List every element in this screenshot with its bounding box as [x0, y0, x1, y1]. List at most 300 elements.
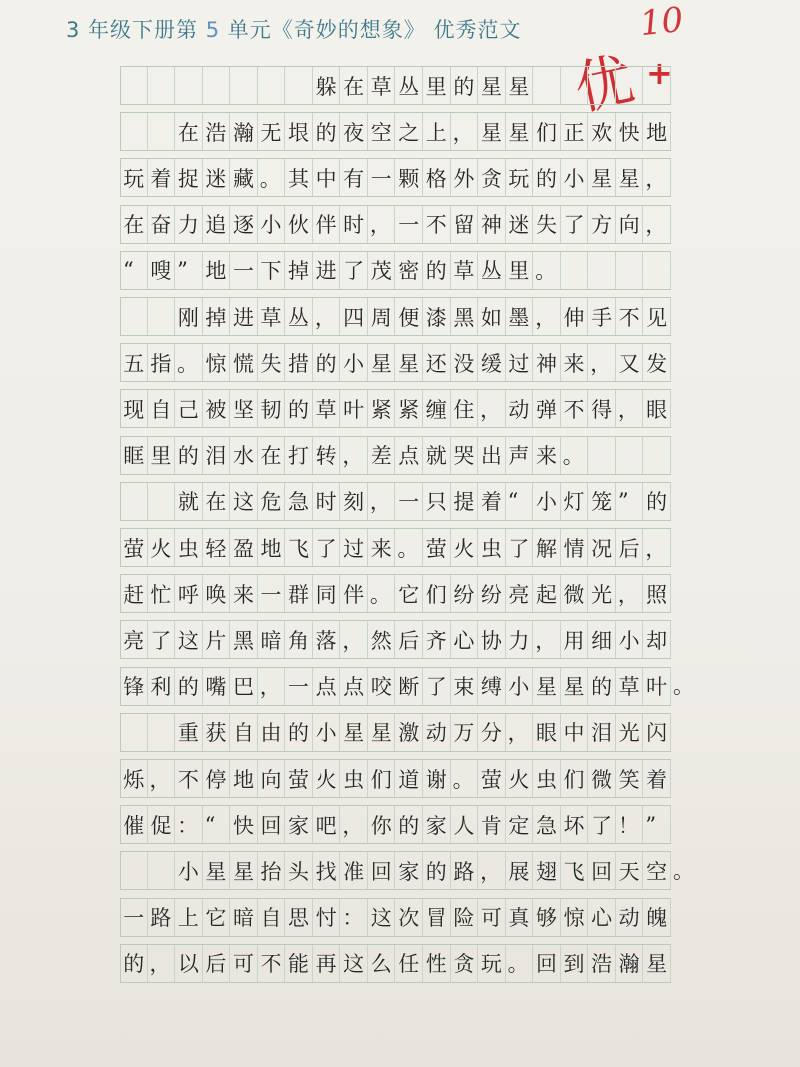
grid-cell: 自 [258, 899, 286, 936]
grid-cell: 被 [203, 390, 231, 427]
grid-cell: 萤 [423, 529, 451, 566]
grid-cell: 星 [561, 668, 589, 705]
grid-cell: 黑 [451, 298, 479, 335]
grid-cell: 微 [561, 575, 589, 612]
grid-cell [643, 67, 671, 104]
heading-suffix: 优秀范文 [433, 18, 522, 42]
grid-cell: 就 [175, 483, 203, 520]
essay-text-row [120, 343, 671, 382]
grid-cell: 声 [506, 437, 534, 474]
grid-cell [120, 113, 148, 150]
essay-text-row [120, 251, 671, 290]
grid-cell: 浩 [203, 113, 231, 150]
grid-cell [148, 714, 176, 751]
grid-cell: 里 [506, 252, 534, 289]
grid-cell: 黑 [230, 621, 258, 658]
grid-cell: 的 [423, 252, 451, 289]
essay-grid-paper [120, 66, 694, 990]
grid-cell: 叶 [643, 668, 671, 705]
grid-cell: ， [148, 760, 176, 797]
grid-cell: 躲 [313, 67, 341, 104]
grid-cell: 再 [313, 945, 341, 982]
grid-cell: 锋 [120, 668, 148, 705]
grid-cell: 一 [395, 206, 423, 243]
grid-cell: 缓 [478, 344, 506, 381]
grid-cell: 没 [451, 344, 479, 381]
grid-cell: 家 [423, 806, 451, 843]
grid-cell: 进 [313, 252, 341, 289]
grid-cell: 墨 [506, 298, 534, 335]
grid-cell: 闪 [643, 714, 671, 751]
grid-cell: 便 [395, 298, 423, 335]
grid-cell: ： [175, 806, 203, 843]
grid-cell: ， [478, 852, 506, 889]
grid-cell: 一 [120, 899, 148, 936]
grid-cell: 萤 [120, 529, 148, 566]
grid-cell: 方 [588, 206, 616, 243]
grid-cell: 咬 [368, 668, 396, 705]
grid-cell: 的 [395, 806, 423, 843]
grid-cell: 嗖 [148, 252, 176, 289]
grid-cell: 定 [506, 806, 534, 843]
essay-text-row [120, 898, 671, 937]
grid-cell: ， [533, 621, 561, 658]
grid-cell: 笑 [616, 760, 644, 797]
grid-cell: ， [340, 806, 368, 843]
grid-cell: 星 [340, 714, 368, 751]
essay-text-row [120, 805, 671, 844]
essay-text-row [120, 759, 671, 798]
grid-cell: 小 [533, 483, 561, 520]
grid-cell: 玩 [120, 159, 148, 196]
grid-cell: “ [120, 252, 148, 289]
grid-cell: 角 [285, 621, 313, 658]
grid-cell: 失 [258, 344, 286, 381]
teacher-plus-mark: + [646, 54, 673, 92]
grid-cell: 迷 [506, 206, 534, 243]
grid-cell: ， [258, 668, 286, 705]
margin-overflow-text: 。 [673, 858, 694, 883]
essay-text-row [120, 436, 671, 475]
grid-cell: 紧 [368, 390, 396, 427]
grid-cell: 了 [506, 529, 534, 566]
grid-cell: 来 [533, 437, 561, 474]
essay-text-row [120, 713, 671, 752]
grid-cell: 地 [258, 529, 286, 566]
grid-cell: 向 [616, 206, 644, 243]
grid-cell: 提 [451, 483, 479, 520]
grid-cell: 它 [395, 575, 423, 612]
grid-cell: 地 [643, 113, 671, 150]
grid-cell: 指 [148, 344, 176, 381]
grid-cell: 的 [175, 668, 203, 705]
grid-cell: 的 [533, 159, 561, 196]
grid-cell: 四 [340, 298, 368, 335]
grid-cell: 还 [423, 344, 451, 381]
grid-cell: 之 [395, 113, 423, 150]
grid-cell: 回 [258, 806, 286, 843]
grid-cell: 火 [451, 529, 479, 566]
grid-cell: 草 [616, 668, 644, 705]
grid-cell: 里 [148, 437, 176, 474]
grid-cell: 了 [313, 529, 341, 566]
grid-cell: 来 [230, 575, 258, 612]
grid-cell: 虫 [175, 529, 203, 566]
grid-cell: 的 [588, 668, 616, 705]
grid-cell: ” [175, 252, 203, 289]
grid-cell: 五 [120, 344, 148, 381]
grid-cell: 飞 [561, 852, 589, 889]
grid-cell: 了 [148, 621, 176, 658]
grid-cell: 。 [175, 344, 203, 381]
grid-cell: 得 [588, 390, 616, 427]
grid-cell: 中 [313, 159, 341, 196]
grid-cell: 以 [175, 945, 203, 982]
grid-cell: 纷 [451, 575, 479, 612]
grid-cell: 一 [258, 575, 286, 612]
grid-cell: 其 [285, 159, 313, 196]
grid-cell: ， [340, 621, 368, 658]
grid-cell: 丛 [395, 67, 423, 104]
grid-cell: 了 [561, 206, 589, 243]
grid-cell: 找 [313, 852, 341, 889]
grid-cell: 坏 [561, 806, 589, 843]
grid-cell: 奋 [148, 206, 176, 243]
grid-cell: 现 [120, 390, 148, 427]
grid-cell: 后 [616, 529, 644, 566]
grid-cell: ” [616, 483, 644, 520]
grid-cell: 了 [423, 668, 451, 705]
grid-cell: 急 [533, 806, 561, 843]
grid-cell: 的 [643, 483, 671, 520]
grid-cell: 一 [368, 159, 396, 196]
grid-cell: 齐 [423, 621, 451, 658]
grid-cell: 吧 [313, 806, 341, 843]
grid-cell: 外 [451, 159, 479, 196]
grid-cell: 韧 [258, 390, 286, 427]
grid-cell: 浩 [588, 945, 616, 982]
grid-cell [561, 67, 589, 104]
teacher-score: 10 [638, 0, 686, 45]
grid-cell: 重 [175, 714, 203, 751]
grid-cell: 危 [258, 483, 286, 520]
grid-cell: 火 [506, 760, 534, 797]
grid-cell [120, 483, 148, 520]
grid-cell: 星 [506, 113, 534, 150]
grid-cell: 却 [643, 621, 671, 658]
grid-cell: 差 [368, 437, 396, 474]
grid-cell: ， [643, 206, 671, 243]
grid-cell: 起 [533, 575, 561, 612]
grid-cell: 里 [423, 67, 451, 104]
grid-cell [258, 67, 286, 104]
grid-cell: 着 [643, 760, 671, 797]
grid-cell: ， [340, 437, 368, 474]
grid-cell: 缚 [478, 668, 506, 705]
grid-cell: 。 [258, 159, 286, 196]
grid-cell: 格 [423, 159, 451, 196]
grid-cell: 不 [561, 390, 589, 427]
grid-cell: 无 [258, 113, 286, 150]
grid-cell: 瀚 [230, 113, 258, 150]
grid-cell: ， [616, 390, 644, 427]
grid-cell: ， [506, 714, 534, 751]
grid-cell: 着 [148, 159, 176, 196]
grid-cell: 惊 [561, 899, 589, 936]
grid-cell: 可 [478, 899, 506, 936]
grid-cell: 这 [230, 483, 258, 520]
grid-cell: 们 [561, 760, 589, 797]
grid-cell: 就 [423, 437, 451, 474]
grid-cell [588, 67, 616, 104]
grid-cell: 不 [616, 298, 644, 335]
grid-cell: ： [340, 899, 368, 936]
grid-cell: 动 [506, 390, 534, 427]
grid-cell: 谢 [423, 760, 451, 797]
grid-cell: 的 [451, 67, 479, 104]
grid-cell: 。 [533, 252, 561, 289]
grid-cell: 中 [561, 714, 589, 751]
grid-cell: 星 [368, 344, 396, 381]
grid-cell: 紧 [395, 390, 423, 427]
grid-cell: 任 [395, 945, 423, 982]
grid-cell: 捉 [175, 159, 203, 196]
grid-cell: 出 [478, 437, 506, 474]
grid-cell: 周 [368, 298, 396, 335]
grid-cell: 空 [643, 852, 671, 889]
grid-cell: 家 [395, 852, 423, 889]
grid-cell: 魄 [643, 899, 671, 936]
essay-text-row [120, 667, 671, 706]
grid-cell: 然 [368, 621, 396, 658]
grid-cell: 逐 [230, 206, 258, 243]
grid-cell: 头 [285, 852, 313, 889]
grid-cell: 打 [285, 437, 313, 474]
grid-cell: 迷 [203, 159, 231, 196]
grid-cell: 激 [395, 714, 423, 751]
grid-cell: 利 [148, 668, 176, 705]
grid-cell [616, 437, 644, 474]
grid-cell: 追 [203, 206, 231, 243]
grid-cell: 时 [313, 483, 341, 520]
grid-cell: 力 [506, 621, 534, 658]
grid-cell: ， [148, 945, 176, 982]
grid-cell: 们 [368, 760, 396, 797]
grid-cell: 星 [643, 945, 671, 982]
grid-cell: 贪 [478, 159, 506, 196]
grid-cell: 飞 [285, 529, 313, 566]
grid-cell: 够 [533, 899, 561, 936]
grid-cell: 心 [588, 899, 616, 936]
grid-cell: 这 [340, 945, 368, 982]
grid-cell: 况 [588, 529, 616, 566]
grid-cell: 它 [203, 899, 231, 936]
grid-cell: 灯 [561, 483, 589, 520]
grid-cell: 快 [230, 806, 258, 843]
essay-text-row [120, 528, 671, 567]
grid-cell: 抬 [258, 852, 286, 889]
grid-cell: 星 [478, 67, 506, 104]
grid-cell: 性 [423, 945, 451, 982]
grid-cell: 的 [285, 390, 313, 427]
grid-cell: 动 [616, 899, 644, 936]
grid-cell: 星 [588, 159, 616, 196]
grid-cell: 路 [148, 899, 176, 936]
grid-cell: “ [203, 806, 231, 843]
grid-cell: 准 [340, 852, 368, 889]
grid-cell: 小 [616, 621, 644, 658]
grid-cell: 亮 [506, 575, 534, 612]
grid-cell [148, 852, 176, 889]
grid-cell: 真 [506, 899, 534, 936]
grid-cell: 解 [533, 529, 561, 566]
grid-cell: 冒 [423, 899, 451, 936]
grid-cell: 有 [340, 159, 368, 196]
grid-cell: 眼 [533, 714, 561, 751]
grid-cell: 弹 [533, 390, 561, 427]
grid-cell: 留 [451, 206, 479, 243]
grid-cell: 萤 [285, 760, 313, 797]
grid-cell [533, 67, 561, 104]
grid-cell [561, 252, 589, 289]
grid-cell: 手 [588, 298, 616, 335]
grid-cell: 虫 [478, 529, 506, 566]
grid-cell [120, 298, 148, 335]
grid-cell: 落 [313, 621, 341, 658]
essay-text-row [120, 297, 671, 336]
essay-text-row [120, 205, 671, 244]
grid-cell: 促 [148, 806, 176, 843]
grid-cell: 用 [561, 621, 589, 658]
grid-cell: 己 [175, 390, 203, 427]
grid-cell: 上 [423, 113, 451, 150]
grid-cell: ， [313, 298, 341, 335]
grid-cell: 自 [230, 714, 258, 751]
grid-cell: 翅 [533, 852, 561, 889]
grid-cell: 草 [451, 252, 479, 289]
grid-cell: 思 [285, 899, 313, 936]
grid-cell: 如 [478, 298, 506, 335]
essay-text-row [120, 574, 671, 613]
grid-cell: 忖 [313, 899, 341, 936]
heading-unit-number: 5 [205, 18, 221, 42]
grid-cell: 火 [313, 760, 341, 797]
grid-cell: 进 [230, 298, 258, 335]
grid-cell: 急 [285, 483, 313, 520]
grid-cell [643, 437, 671, 474]
grid-cell [203, 67, 231, 104]
grid-cell: 次 [395, 899, 423, 936]
grid-cell: 在 [258, 437, 286, 474]
grid-cell: 泪 [588, 714, 616, 751]
grid-cell: 虫 [533, 760, 561, 797]
grid-cell: 漆 [423, 298, 451, 335]
teacher-grade: 优 [568, 44, 640, 124]
grid-cell: 眶 [120, 437, 148, 474]
grid-cell: 在 [340, 67, 368, 104]
grid-cell: 星 [368, 714, 396, 751]
grid-cell: 伴 [313, 206, 341, 243]
grid-cell: 情 [561, 529, 589, 566]
grid-cell: 。 [506, 945, 534, 982]
grid-cell: 神 [478, 206, 506, 243]
grid-cell: ， [533, 298, 561, 335]
grid-cell: 。 [561, 437, 589, 474]
grid-cell: 下 [258, 252, 286, 289]
grid-cell: 泪 [203, 437, 231, 474]
grid-cell: “ [506, 483, 534, 520]
grid-cell: 萤 [478, 760, 506, 797]
grid-cell: 哭 [451, 437, 479, 474]
grid-cell: 微 [588, 760, 616, 797]
grid-cell: ， [368, 206, 396, 243]
grid-cell: ， [451, 113, 479, 150]
grid-cell: 点 [395, 437, 423, 474]
grid-cell: 正 [561, 113, 589, 150]
grid-cell: 星 [478, 113, 506, 150]
grid-cell: ， [478, 390, 506, 427]
grid-cell: 心 [451, 621, 479, 658]
grid-cell: 群 [285, 575, 313, 612]
grid-cell: 伴 [340, 575, 368, 612]
grid-cell: 光 [588, 575, 616, 612]
grid-cell: 虫 [340, 760, 368, 797]
grid-cell: 向 [258, 760, 286, 797]
grid-cell: 在 [120, 206, 148, 243]
essay-text-row [120, 851, 671, 890]
grid-cell: 星 [395, 344, 423, 381]
grid-cell: 措 [285, 344, 313, 381]
grid-cell: 停 [203, 760, 231, 797]
grid-cell: 亮 [120, 621, 148, 658]
grid-cell: 忙 [148, 575, 176, 612]
grid-cell: 同 [313, 575, 341, 612]
grid-cell: 小 [258, 206, 286, 243]
essay-title-row [120, 66, 671, 105]
grid-cell: 回 [588, 852, 616, 889]
grid-cell: 一 [395, 483, 423, 520]
grid-cell: 点 [313, 668, 341, 705]
grid-cell: 片 [203, 621, 231, 658]
grid-cell: 欢 [588, 113, 616, 150]
grid-cell: 能 [285, 945, 313, 982]
essay-text-row [120, 158, 671, 197]
grid-cell: 转 [313, 437, 341, 474]
grid-cell: 玩 [506, 159, 534, 196]
grid-cell: 伸 [561, 298, 589, 335]
grid-cell: 水 [230, 437, 258, 474]
grid-cell: 路 [451, 852, 479, 889]
grid-cell [148, 67, 176, 104]
grid-cell: 的 [285, 714, 313, 751]
grid-cell [148, 483, 176, 520]
grid-cell: 丛 [285, 298, 313, 335]
grid-cell: 盈 [230, 529, 258, 566]
grid-cell: 星 [533, 668, 561, 705]
grid-cell: 在 [203, 483, 231, 520]
grid-cell: 力 [175, 206, 203, 243]
grid-cell: 只 [423, 483, 451, 520]
margin-overflow-text: 。 [673, 674, 694, 699]
grid-cell: 人 [451, 806, 479, 843]
grid-cell: 小 [340, 344, 368, 381]
grid-cell: 眼 [643, 390, 671, 427]
grid-cell: 轻 [203, 529, 231, 566]
grid-cell: ， [643, 529, 671, 566]
grid-cell: 一 [285, 668, 313, 705]
grid-cell: 了 [588, 806, 616, 843]
grid-cell: 坚 [230, 390, 258, 427]
